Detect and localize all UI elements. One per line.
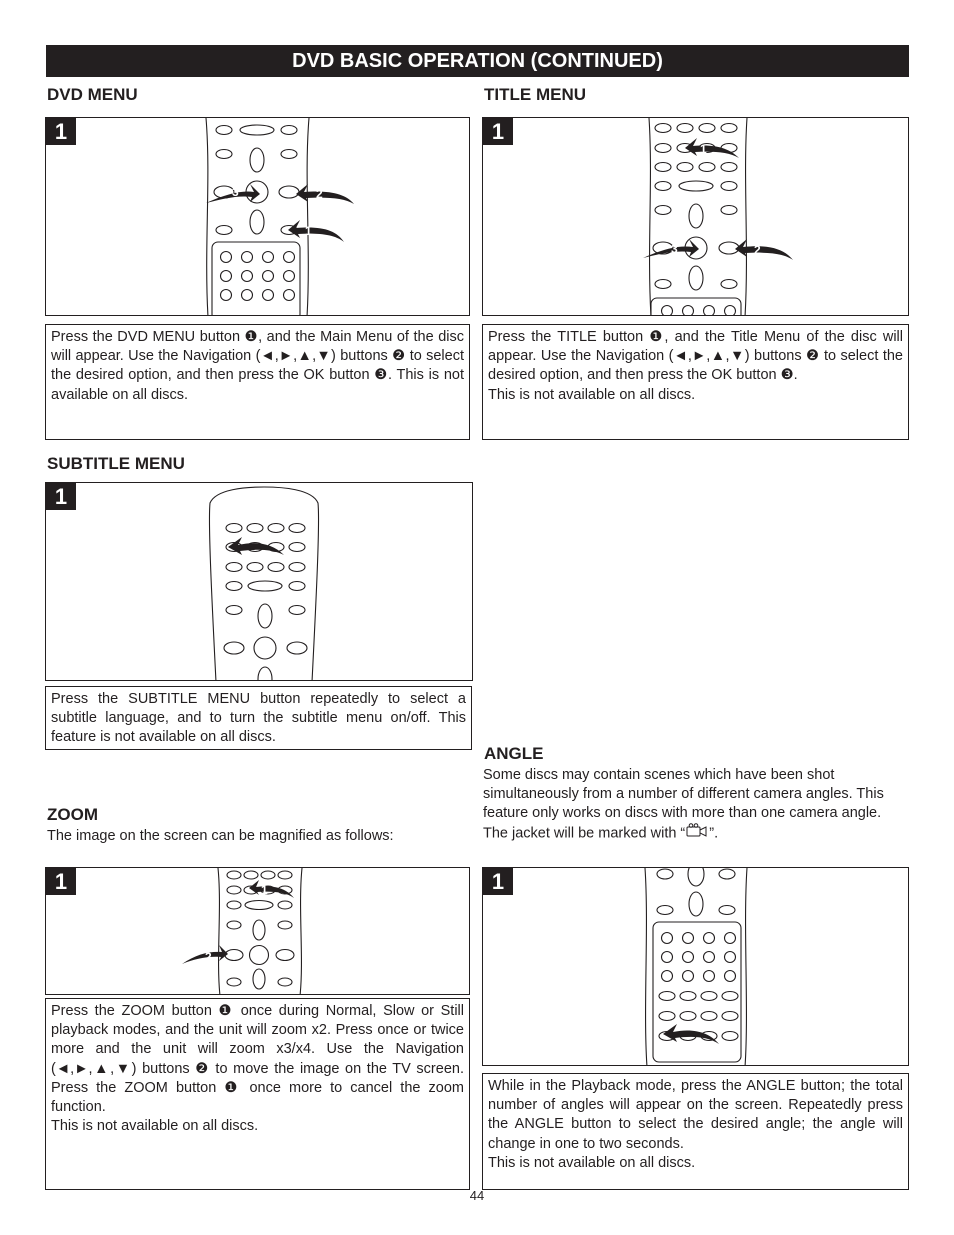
subtitle-menu-remote-illustration [46,483,473,681]
angle-figure [482,867,909,1066]
subtitle-menu-figure [45,482,473,681]
title-menu-heading: TITLE MENU [484,85,586,104]
dvd-menu-remote-illustration [46,118,470,316]
dvd-menu-callout-1: 1 [305,224,312,238]
angle-availability-note: This is not available on all discs. [488,1154,696,1171]
title-menu-availability-note: This is not available on all discs. [488,386,696,403]
page-header-banner [46,45,909,77]
page-header-title: DVD BASIC OPERATION (CONTINUED) [292,50,663,72]
dvd-menu-instructions: Press the DVD MENU button ❶, and the Main Menu of the disc will appear. Use the Navigation (◄,►,▲,▼) buttons ❷ to select the desired option, and then press the OK button ❸. This is not available on all discs. [45,324,470,440]
zoom-instructions-main: Press the ZOOM button ❶ once during Normal, Slow or Still playback modes, and the unit will zoom x2. Press once or twice more and the unit will zoom x3/x4. Use the Navigation (◄,►,▲,▼) buttons ❷ to move the image on the TV screen. Press the ZOOM button ❶ once more to cancel the zoom function. [51,1003,464,1116]
angle-instructions [482,1073,909,1190]
zoom-remote-illustration [46,868,470,995]
dvd-menu-figure-number: 1 [46,118,76,145]
zoom-intro: The image on the screen can be magnified as follows: [47,828,394,844]
subtitle-menu-heading: SUBTITLE MENU [47,454,185,473]
angle-intro [483,766,908,844]
dvd-menu-heading: DVD MENU [47,85,138,104]
title-menu-callout-3: 3 [671,242,678,256]
title-menu-instructions-main: Press the TITLE button ❶, and the Title Menu of the disc will appear. Use the Navigation (◄,►,▲,▼) buttons ❷ to select the desired option, and then press the OK button ❸. [488,329,903,384]
subtitle-menu-figure-number: 1 [46,483,76,510]
angle-remote-illustration [483,868,909,1066]
angle-intro-text: Some discs may contain scenes which have been shot simultaneously from a number of different camera angles. This feature only works on discs with more than one camera angle. The jacket will be marked with “ [483,767,884,842]
subtitle-menu-instructions: Press the SUBTITLE MENU button repeatedly to select a subtitle language, and to turn the subtitle menu on/off. This feature is not available on all discs. [45,686,472,750]
camera-angle-icon [685,823,709,844]
title-menu-instructions [482,324,909,440]
page-number: 44 [469,1188,485,1203]
title-menu-callout-2: 2 [754,243,761,257]
zoom-instructions [45,998,470,1190]
dvd-menu-callout-2: 2 [316,187,323,201]
zoom-callout-1: 1 [261,883,268,897]
title-menu-figure [482,117,909,316]
dvd-menu-callout-3: 3 [232,185,239,199]
dvd-menu-figure [45,117,470,316]
zoom-heading: ZOOM [47,805,98,824]
title-menu-callout-1: 1 [700,142,707,156]
zoom-figure-number: 1 [46,868,76,895]
title-menu-figure-number: 1 [483,118,513,145]
title-menu-remote-illustration [483,118,909,316]
zoom-availability-note: This is not available on all discs. [51,1118,259,1135]
angle-heading: ANGLE [484,744,544,763]
zoom-figure [45,867,470,995]
zoom-callout-2: 2 [205,950,212,964]
angle-instructions-main: While in the Playback mode, press the ANGLE button; the total number of angles will appear on the screen. Repeatedly press the ANGLE button to select the desired angle; the angle will change in one to two seconds. [488,1078,903,1152]
angle-intro-closing: ”. [709,825,719,842]
angle-figure-number: 1 [483,868,513,895]
